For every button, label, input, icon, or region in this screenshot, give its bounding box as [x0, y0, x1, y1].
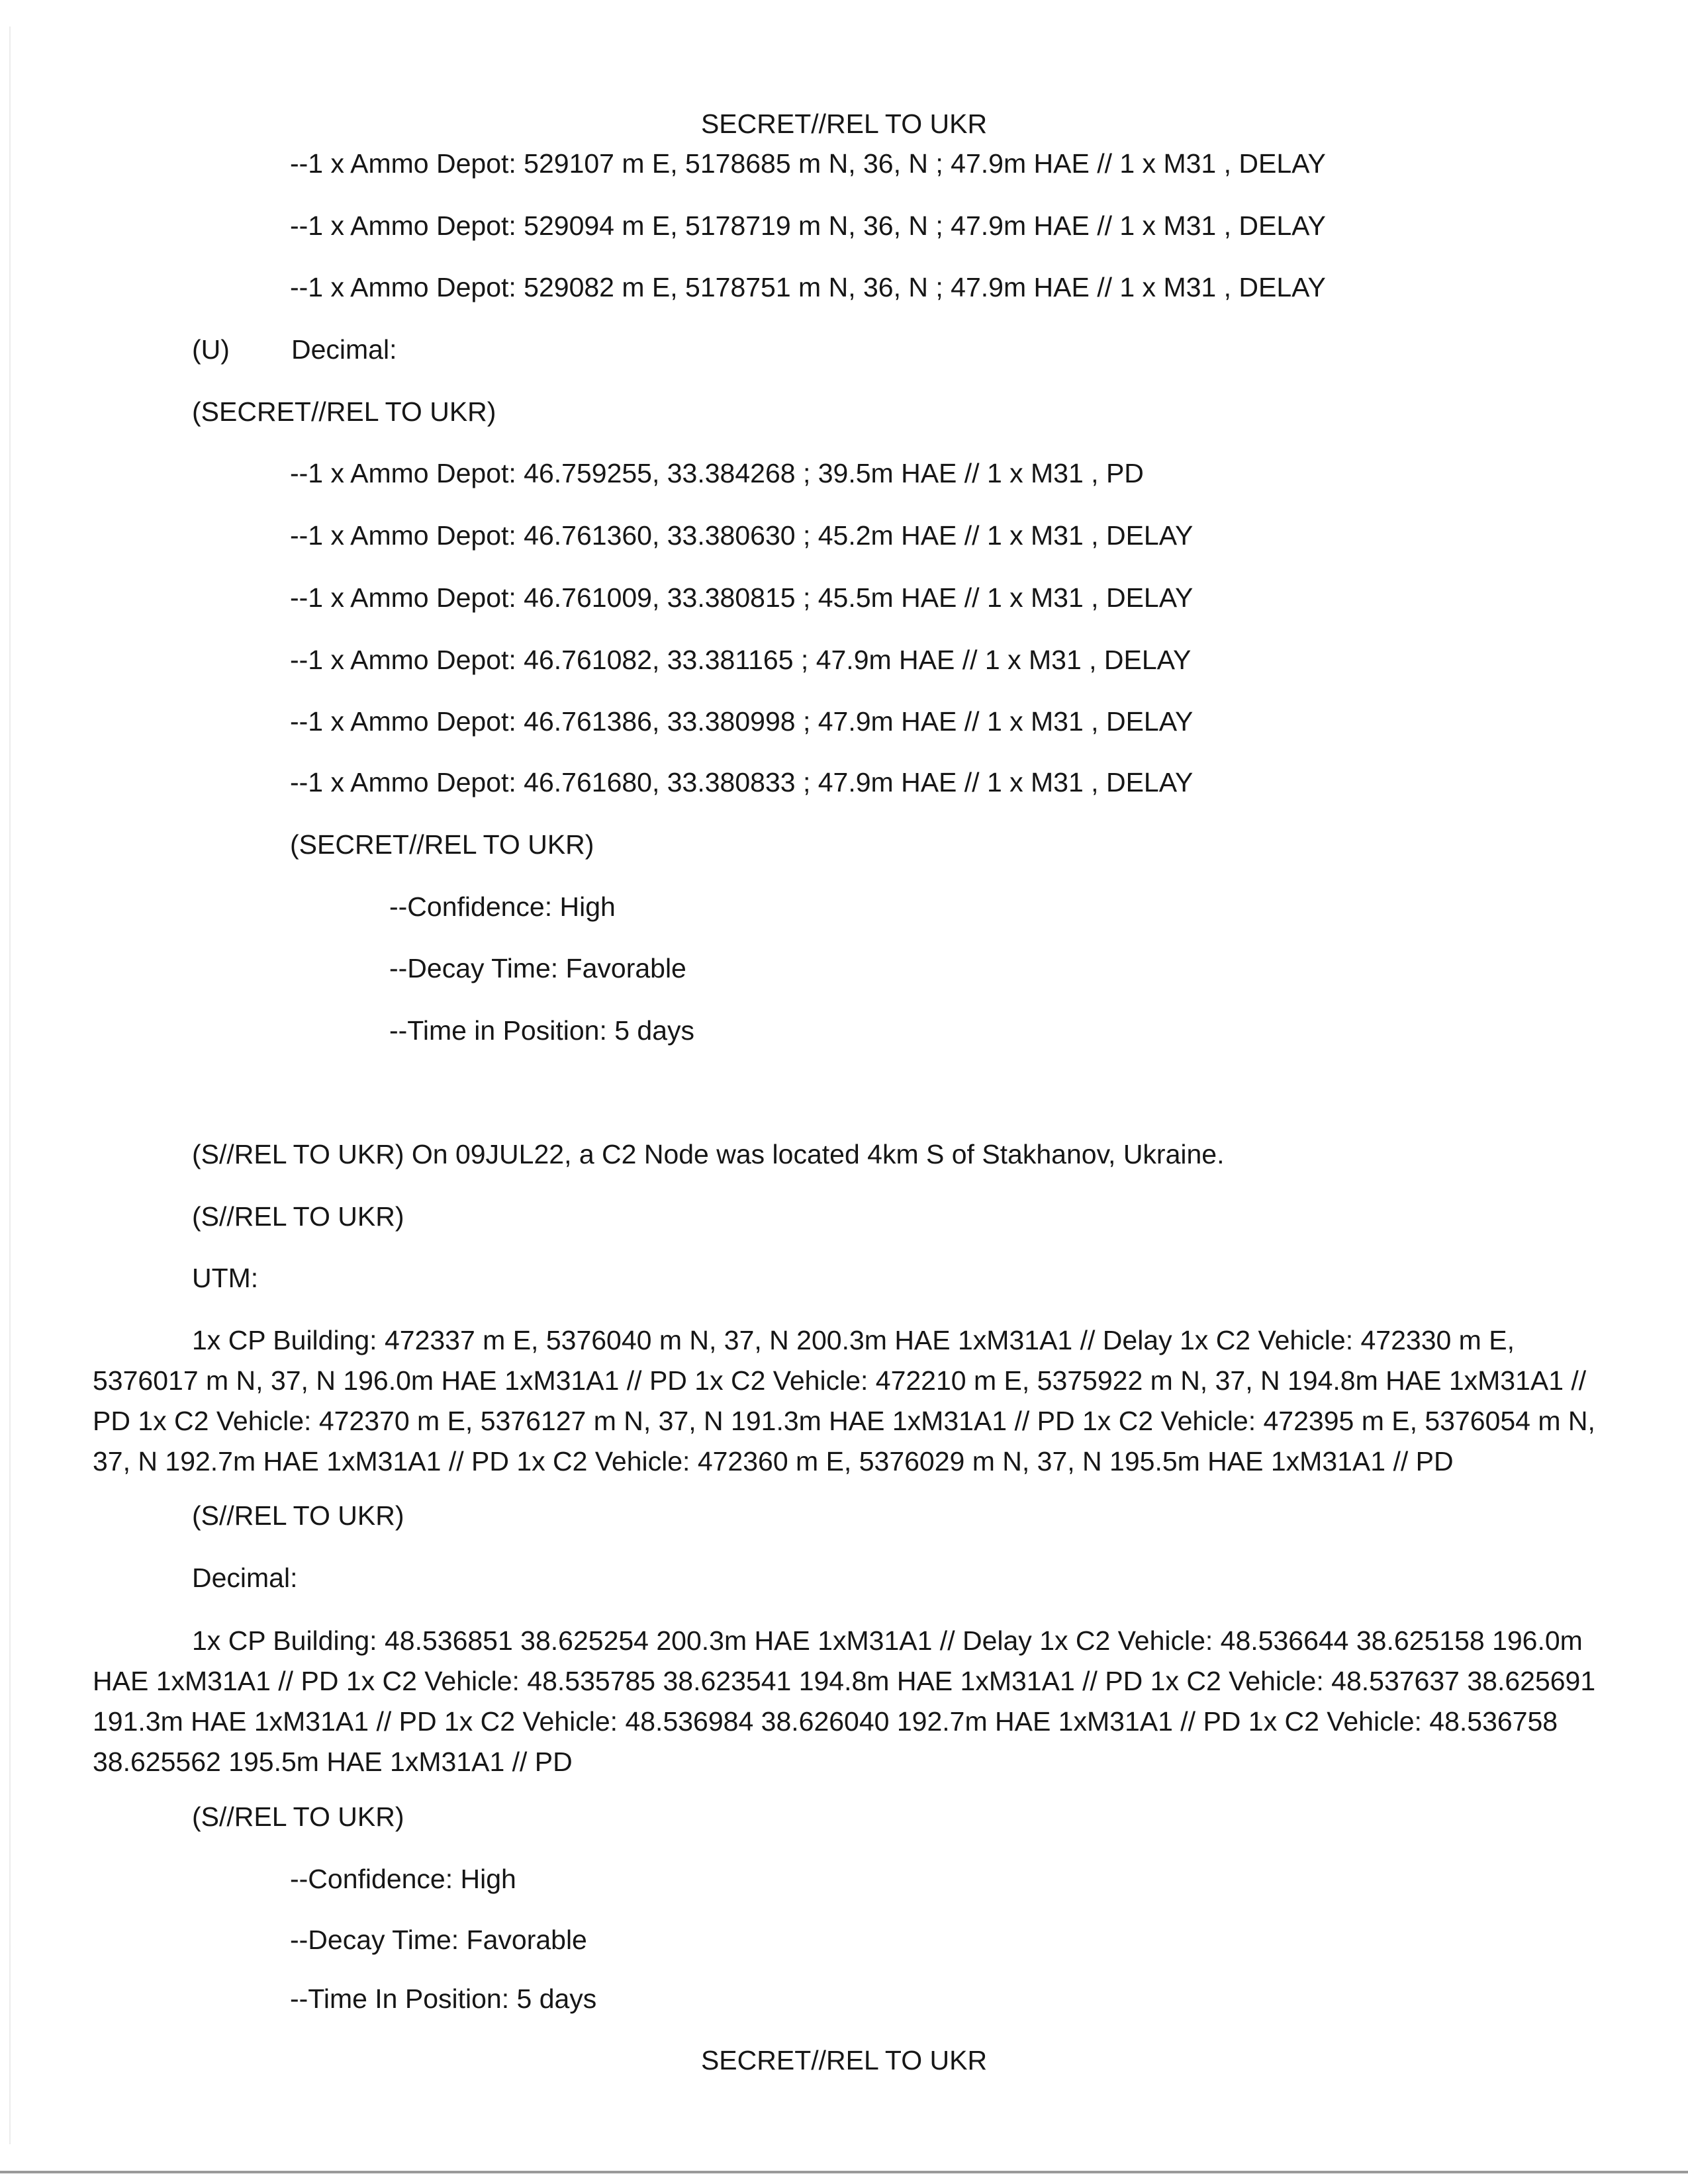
header-classification: SECRET//REL TO UKR: [700, 109, 988, 139]
utm-line-3: --1 x Ammo Depot: 529082 m E, 5178751 m N, 36, N ; 47.9m HAE // 1 x M31 , DELAY: [290, 272, 1326, 302]
confidence-line: --Confidence: High: [389, 891, 616, 922]
decimal-classification: (SECRET//REL TO UKR): [192, 396, 496, 427]
decimal-label-2: Decimal:: [192, 1563, 298, 1593]
utm-line-1: --1 x Ammo Depot: 529107 m E, 5178685 m N, 36, N ; 47.9m HAE // 1 x M31 , DELAY: [290, 148, 1326, 179]
decay-time-line-2: --Decay Time: Favorable: [290, 1925, 587, 1955]
utm-paragraph: 1x CP Building: 472337 m E, 5376040 m N, 37, N 200.3m HAE 1xM31A1 // Delay 1x C2 Vehicle: 472330 m E, 5376017 m N, 37, N 196.0m HAE 1xM31A1 // PD 1x C2 Vehicle: 472210 m E, 5375922 m N, 37, N 194.8m HAE 1xM31A1 // PD 1x C2 Vehicle: 472370 m E, 5376127 m N, 37, N 191.3m HAE 1xM31A1 // PD 1x C2 Vehicle: 472395 m E, 5376054 m N, 37, N 192.7m HAE 1xM31A1 // PD 1x C2 Vehicle: 472360 m E, 5376029 m N, 37, N 195.5m HAE 1xM31A1 // PD: [93, 1325, 1595, 1477]
decimal-classification-2: (S//REL TO UKR): [192, 1500, 404, 1531]
decay-time-line: --Decay Time: Favorable: [389, 953, 686, 983]
decimal-line-2: --1 x Ammo Depot: 46.761360, 33.380630 ; 45.2m HAE // 1 x M31 , DELAY: [290, 520, 1194, 551]
decimal-paragraph: 1x CP Building: 48.536851 38.625254 200.3m HAE 1xM31A1 // Delay 1x C2 Vehicle: 48.536644 38.625158 196.0m HAE 1xM31A1 // PD 1x C2 Vehicle: 48.535785 38.623541 194.8m HAE 1xM31A1 // PD 1x C2 Vehicle: 48.537637 38.625691 191.3m HAE 1xM31A1 // PD 1x C2 Vehicle: 48.536984 38.626040 192.7m HAE 1xM31A1 // PD 1x C2 Vehicle: 48.536758 38.625562 195.5m HAE 1xM31A1 // PD: [93, 1625, 1596, 1777]
time-in-position-line-2: --Time In Position: 5 days: [290, 1983, 597, 2014]
assessment-classification: (SECRET//REL TO UKR): [290, 829, 594, 860]
utm-label: UTM:: [192, 1263, 259, 1293]
confidence-line-2: --Confidence: High: [290, 1864, 516, 1894]
bottom-rule: [0, 2171, 1688, 2173]
decimal-label: Decimal:: [291, 334, 397, 365]
decimal-line-4: --1 x Ammo Depot: 46.761082, 33.381165 ; 47.9m HAE // 1 x M31 , DELAY: [290, 645, 1192, 675]
utm-classification: (S//REL TO UKR): [192, 1201, 404, 1232]
scan-edge: [9, 26, 11, 2144]
decimal-line-1: --1 x Ammo Depot: 46.759255, 33.384268 ; 39.5m HAE // 1 x M31 , PD: [290, 458, 1144, 488]
decimal-line-3: --1 x Ammo Depot: 46.761009, 33.380815 ; 45.5m HAE // 1 x M31 , DELAY: [290, 582, 1194, 613]
assessment-classification-2: (S//REL TO UKR): [192, 1801, 404, 1832]
footer-classification: SECRET//REL TO UKR: [700, 2045, 988, 2075]
decimal-line-6: --1 x Ammo Depot: 46.761680, 33.380833 ; 47.9m HAE // 1 x M31 , DELAY: [290, 767, 1194, 797]
c2-node-summary: (S//REL TO UKR) On 09JUL22, a C2 Node was located 4km S of Stakhanov, Ukraine.: [192, 1139, 1225, 1169]
decimal-line-5: --1 x Ammo Depot: 46.761386, 33.380998 ; 47.9m HAE // 1 x M31 , DELAY: [290, 706, 1194, 737]
time-in-position-line: --Time in Position: 5 days: [389, 1015, 695, 1046]
utm-line-2: --1 x Ammo Depot: 529094 m E, 5178719 m N, 36, N ; 47.9m HAE // 1 x M31 , DELAY: [290, 210, 1326, 241]
decimal-marking: (U): [192, 334, 230, 365]
